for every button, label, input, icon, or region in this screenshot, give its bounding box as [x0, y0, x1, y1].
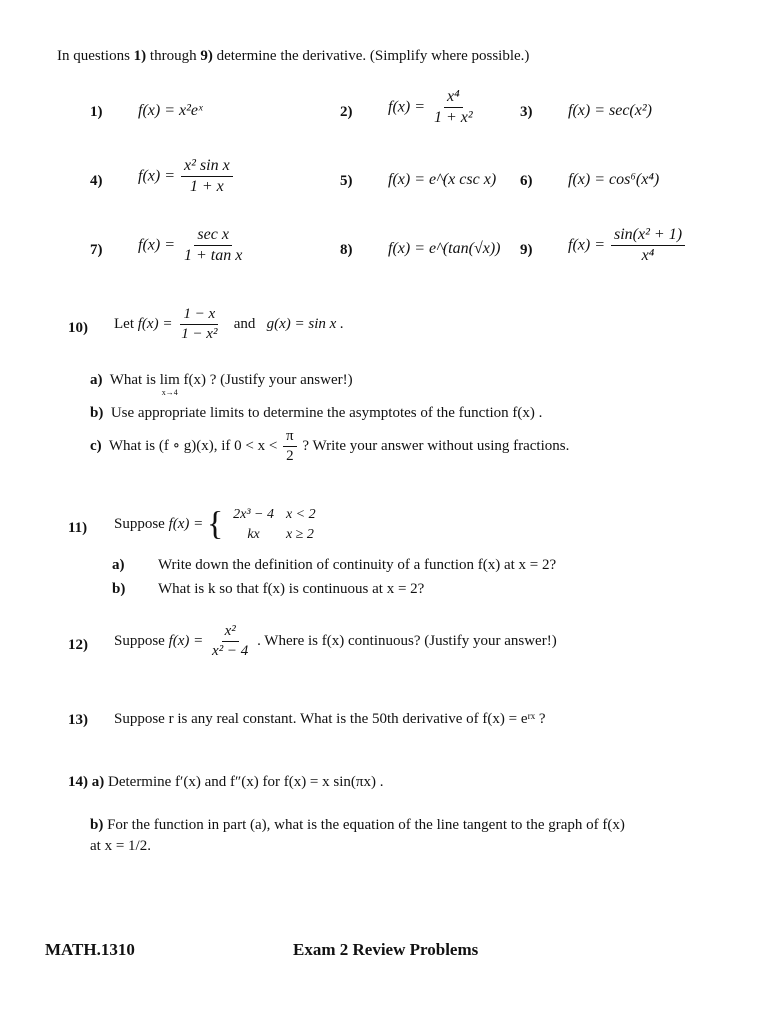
- question-10c-label: c): [90, 438, 102, 455]
- question-12-lhs: f(x) =: [168, 633, 204, 650]
- question-12-fraction: [209, 623, 251, 661]
- problem-6-lhs: f(x) =: [568, 171, 605, 188]
- problem-4-expression: [138, 157, 235, 197]
- problem-7-expression: [138, 226, 247, 266]
- question-10-f-fraction: [178, 306, 220, 344]
- problem-8-lhs: f(x) =: [388, 240, 425, 257]
- question-10a-pre: What is: [109, 372, 156, 388]
- problem-9-expression: [568, 226, 687, 266]
- question-10-f-numerator: 1 − x: [180, 306, 218, 325]
- problem-1-expression: [138, 102, 203, 120]
- problem-4-number: 4): [90, 173, 103, 189]
- question-12-suppose: Suppose: [114, 633, 165, 650]
- problem-2-denominator: 1 + x²: [434, 109, 473, 127]
- question-14-number: 14) a): [68, 774, 105, 790]
- question-14b-line-1: For the function in part (a), what is the equation of the line tangent to the graph of f(x): [107, 817, 625, 833]
- question-11b: [112, 581, 125, 598]
- question-11a: [112, 557, 125, 574]
- problem-7-number: 7): [90, 242, 103, 258]
- problem-1-lhs: f(x) =: [138, 102, 175, 119]
- question-11-number: 11): [68, 520, 88, 536]
- problem-5-number: 5): [340, 173, 353, 189]
- question-11-definition: [114, 505, 322, 544]
- question-11-case-1-expression: 2x³ − 4: [233, 507, 274, 522]
- problem-3-expression: [568, 102, 652, 120]
- question-10c: [90, 428, 569, 466]
- question-11-case-2: [227, 525, 322, 545]
- problem-2-expression: [388, 88, 478, 128]
- problem-9-numerator: sin(x² + 1): [611, 226, 685, 246]
- problem-2-number: 2): [340, 104, 353, 120]
- question-14b-label: b): [90, 817, 104, 833]
- question-10-f-lhs: f(x) =: [137, 316, 173, 333]
- question-10c-numerator: π: [283, 428, 297, 447]
- problem-3-rhs: sec(x²): [609, 102, 652, 119]
- problem-4-denominator: 1 + x: [189, 178, 224, 196]
- problem-9-denominator: x⁴: [641, 247, 655, 265]
- problem-7-fraction: [181, 226, 245, 266]
- question-12-text: [114, 623, 557, 661]
- question-11b-text: What is k so that f(x) is continuous at x = 2?: [158, 581, 425, 597]
- question-13-text: Suppose r is any real constant. What is the 50th derivative of f(x) = eʳˣ ?: [114, 711, 546, 727]
- intro-post: determine the derivative. (Simplify where possible.): [212, 48, 530, 64]
- question-10-g: g(x) = sin x .: [266, 316, 344, 333]
- question-14b-line-2: at x = 1/2.: [90, 838, 151, 854]
- problem-8-number: 8): [340, 242, 353, 258]
- question-11-case-1: [227, 505, 322, 525]
- problem-4-lhs: f(x) =: [138, 167, 175, 185]
- intro-text: [57, 48, 529, 65]
- problem-2-numerator: x⁴: [444, 88, 463, 108]
- question-11a-text: Write down the definition of continuity of a function f(x) at x = 2?: [158, 557, 557, 573]
- question-10-and: and: [233, 316, 256, 333]
- question-11-case-1-condition: x < 2: [285, 507, 316, 522]
- question-14a: [68, 774, 383, 791]
- question-11-piecewise: [227, 505, 322, 544]
- question-11-suppose: Suppose: [114, 516, 165, 533]
- problem-1-number: 1): [90, 104, 103, 120]
- problem-8-expression: [388, 240, 501, 258]
- question-10-f-denominator: 1 − x²: [181, 326, 218, 343]
- question-10c-denominator: 2: [286, 448, 294, 465]
- problem-3-number: 3): [520, 104, 533, 120]
- question-12-number: 12): [68, 637, 88, 653]
- problem-9-lhs: f(x) =: [568, 236, 605, 254]
- problem-2-fraction: [431, 88, 476, 128]
- problem-7-numerator: sec x: [194, 226, 232, 246]
- question-12-post: . Where is f(x) continuous? (Justify your answer!): [257, 633, 557, 650]
- intro-range-end: 9): [200, 48, 213, 64]
- problem-9-number: 9): [520, 242, 533, 258]
- question-10-let: Let: [114, 316, 134, 333]
- problem-4-fraction: [181, 157, 233, 197]
- question-10c-pre: What is (f ∘ g)(x), if 0 < x <: [108, 438, 278, 455]
- problem-7-denominator: 1 + tan x: [184, 247, 243, 265]
- problem-5-rhs: e^(x csc x): [429, 171, 497, 188]
- footer-title: Exam 2 Review Problems: [293, 940, 479, 959]
- question-10-number: 10): [68, 320, 88, 336]
- question-12-denominator: x² − 4: [212, 643, 249, 660]
- question-10a-label: a): [90, 372, 103, 388]
- question-14b: [90, 817, 625, 834]
- question-10-definition: [114, 306, 344, 344]
- question-10b-text: Use appropriate limits to determine the asymptotes of the function f(x) .: [110, 405, 543, 421]
- question-14a-text: Determine f′(x) and f″(x) for f(x) = x sin(πx) .: [108, 774, 384, 790]
- question-10c-post: ? Write your answer without using fractions.: [302, 438, 570, 455]
- problem-8-rhs: e^(tan(√x)): [429, 240, 501, 257]
- intro-mid: through: [146, 48, 201, 64]
- question-11-lhs: f(x) =: [168, 516, 204, 533]
- problem-3-lhs: f(x) =: [568, 102, 605, 119]
- question-11-brace: {: [207, 505, 224, 543]
- problem-5-lhs: f(x) =: [388, 171, 425, 188]
- question-10b: [90, 405, 542, 422]
- intro-range-start: 1): [133, 48, 147, 64]
- question-11-case-2-expression: kx: [247, 526, 260, 542]
- problem-7-lhs: f(x) =: [138, 236, 175, 254]
- question-11b-label: b): [112, 581, 126, 597]
- question-10a-post: f(x) ? (Justify your answer!): [183, 372, 353, 388]
- problem-6-expression: [568, 171, 659, 189]
- problem-2-lhs: f(x) =: [388, 98, 425, 116]
- intro-pre: In questions: [57, 48, 134, 64]
- footer-course: MATH.1310: [45, 940, 135, 959]
- problem-9-fraction: [611, 226, 685, 266]
- question-13-number: 13): [68, 712, 88, 728]
- question-10a: [90, 372, 353, 397]
- problem-6-rhs: cos⁶(x⁴): [609, 171, 660, 188]
- question-11a-label: a): [112, 557, 125, 573]
- problem-4-numerator: x² sin x: [181, 157, 233, 177]
- problem-5-expression: [388, 171, 496, 189]
- question-10a-limit: [160, 372, 180, 397]
- question-12-numerator: x²: [222, 623, 239, 642]
- question-10a-lim: lim: [159, 372, 180, 388]
- question-10a-lim-subscript: x→4: [161, 388, 178, 397]
- problem-1-rhs: x²eˣ: [179, 102, 203, 119]
- question-10b-label: b): [90, 405, 104, 421]
- question-10c-fraction: [283, 428, 297, 466]
- problem-6-number: 6): [520, 173, 533, 189]
- question-11-case-2-condition: x ≥ 2: [285, 526, 314, 542]
